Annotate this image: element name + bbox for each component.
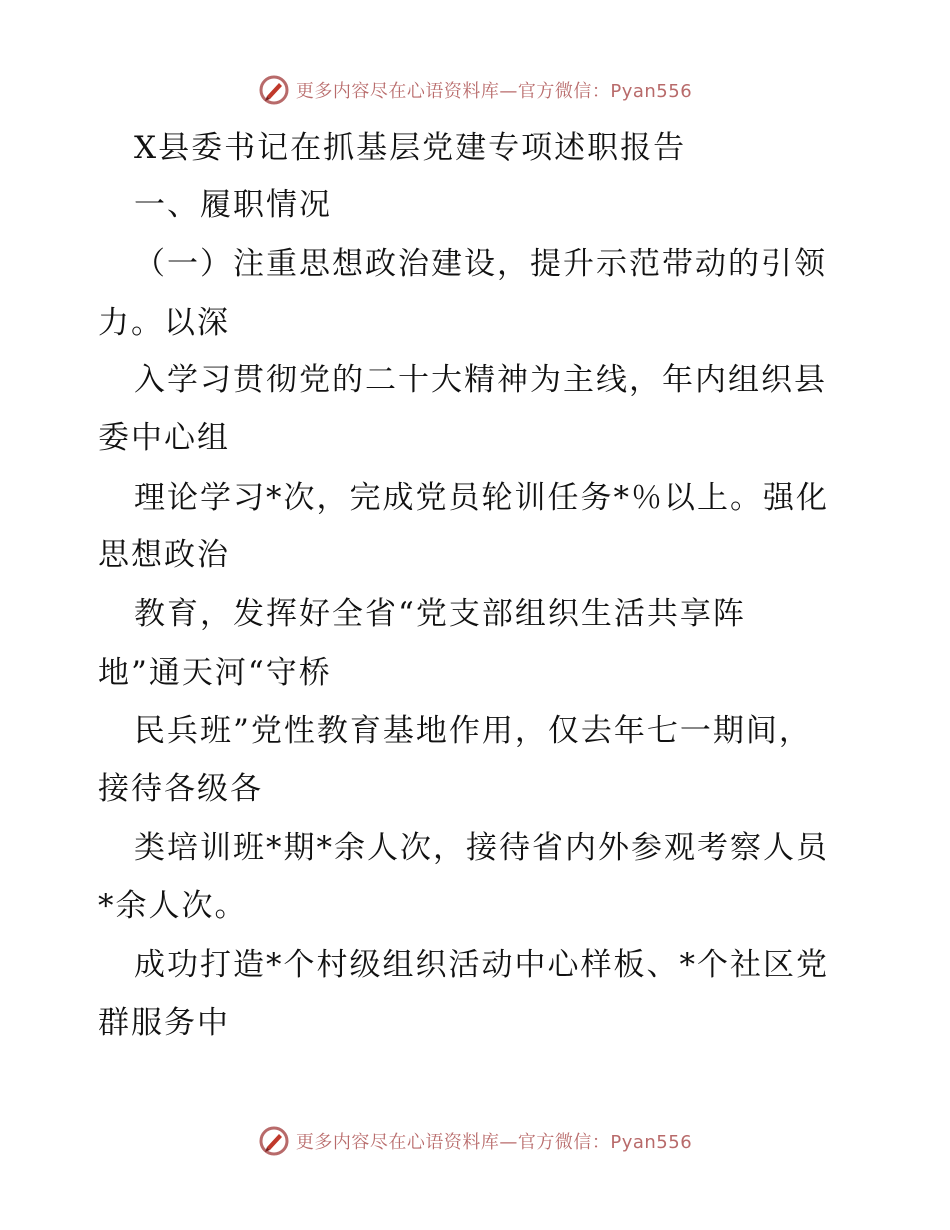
- pen-logo-icon: [258, 1125, 290, 1157]
- paragraph-line: 入学习贯彻党的二十大精神为主线，年内组织县: [134, 362, 827, 398]
- paragraph-line: 思想政治: [98, 537, 230, 573]
- paragraph-line: 委中心组: [98, 420, 230, 456]
- footer-watermark: [0, 1123, 950, 1159]
- paragraph-line: 成功打造*个村级组织活动中心样板、*个社区党: [134, 947, 829, 983]
- watermark-text: 更多内容尽在心语资料库—官方微信：Pyan556: [295, 81, 693, 102]
- document-title: X县委书记在抓基层党建专项述职报告: [134, 130, 687, 166]
- watermark-text: 更多内容尽在心语资料库—官方微信：Pyan556: [295, 1132, 693, 1153]
- paragraph-line: 类培训班*期*余人次，接待省内外参观考察人员: [134, 830, 829, 866]
- section-heading: 一、履职情况: [134, 187, 332, 223]
- paragraph-line: 力。以深: [98, 305, 230, 341]
- paragraph-line: 群服务中: [98, 1005, 230, 1041]
- paragraph-line: 民兵班”党性教育基地作用，仅去年七一期间，: [134, 713, 812, 749]
- paragraph-line: （一）注重思想政治建设，提升示范带动的引领: [134, 246, 827, 282]
- pen-logo-icon: [258, 74, 290, 106]
- paragraph-line: 接待各级各: [98, 771, 263, 807]
- paragraph-line: *余人次。: [98, 888, 248, 924]
- header-watermark: [0, 72, 950, 108]
- paragraph-line: 地”通天河“守桥: [98, 655, 332, 691]
- paragraph-line: 教育，发挥好全省“党支部组织生活共享阵: [134, 596, 746, 632]
- paragraph-line: 理论学习*次，完成党员轮训任务*％以上。强化: [134, 480, 829, 516]
